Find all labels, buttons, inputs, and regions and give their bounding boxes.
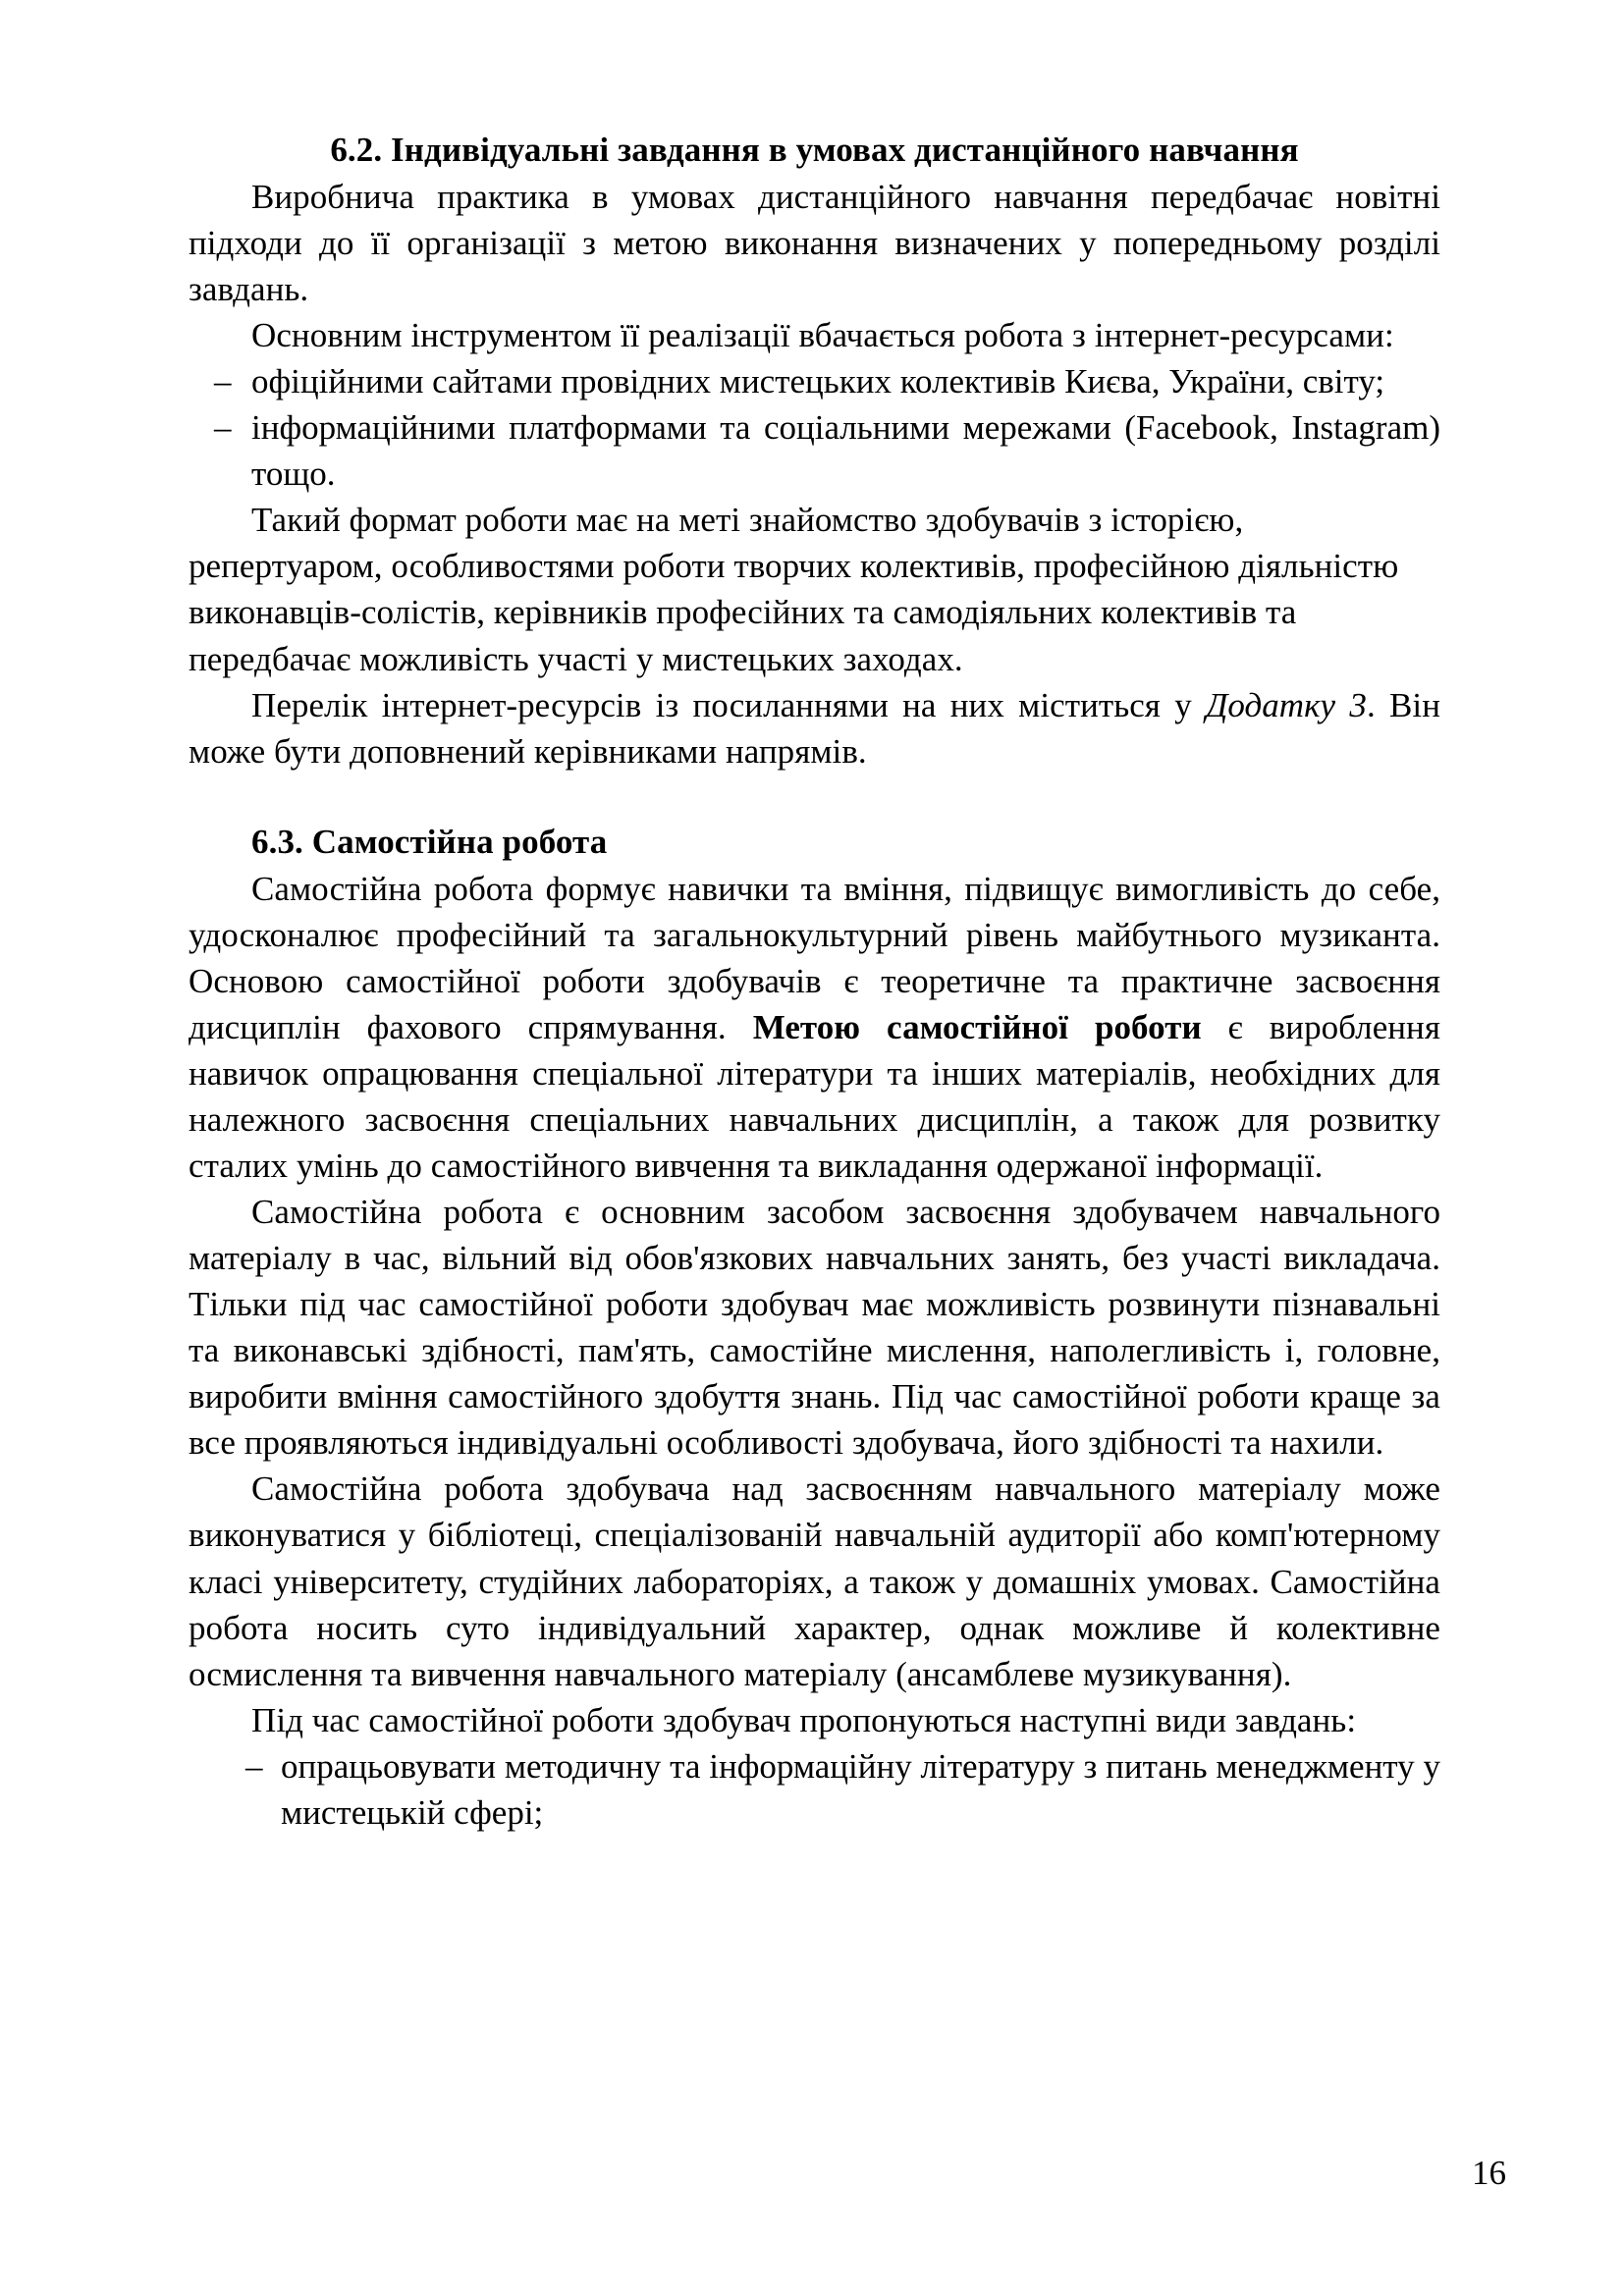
list-item <box>189 404 1440 497</box>
paragraph-6-3-means: Самостійна робота є основним засобом засвоєння здобувачем навчального матеріалу в час, вільний від обов'язкових навчальних занять, без участі викладача. Тільки під час самостійної роботи здобувач має можливість розвинути пізнавальні та виконавські здібності, пам'ять, самостійне мислення, наполегливість і, головне, виробити вміння самостійного здобуття знань. Під час самостійної роботи краще за все проявляються індивідуальні особливості здобувача, його здібності та нахили. <box>189 1193 1440 1463</box>
paragraph-6-3-tasks-intro: Під час самостійної роботи здобувач пропонуються наступні види завдань: <box>251 1700 1357 1739</box>
section-heading-6-3: 6.3. Самостійна робота <box>251 822 608 861</box>
page-number: 16 <box>1472 2154 1506 2192</box>
section-spacer <box>189 774 1440 820</box>
list-item <box>189 1743 1440 1836</box>
closing-text-before: Перелік інтернет-ресурсів із посиланнями на них міститься у <box>251 685 1207 724</box>
task-types-list <box>189 1743 1440 1836</box>
dash-bullet-icon: – <box>245 1746 263 1786</box>
purpose-emphasis: Метою самостійної роботи <box>752 1007 1202 1046</box>
list-item-label: інформаційними платформами та соціальними мережами (Facebook, Instagram) тощо. <box>251 408 1440 494</box>
closing-text-after: . Він може бути доповнений керівниками напрямів. <box>189 685 1440 771</box>
paragraph-6-3-location: Самостійна робота здобувача над засвоєнням навчального матеріалу може виконуватися у бібліотеці, спеціалізованій навчальній аудиторії або комп'ютерному класі університету, студійних лабораторіях, а також у домашніх умовах. Самостійна робота носить суто індивідуальний характер, однак можливе й колективне осмислення та вивчення навчального матеріалу (ансамблеве музикування). <box>189 1469 1440 1693</box>
purpose-text-before: Самостійна робота формує навички та вміння, підвищує вимогливість до себе, удосконалює професійний та загальнокультурний рівень майбутнього музиканта. Основою самостійної роботи здобувачів є теоретичне та практичне засвоєння дисциплін фахового спрямування. <box>189 869 1440 1046</box>
paragraph-6-3-purpose <box>189 866 1440 1189</box>
dash-bullet-icon: – <box>214 408 232 448</box>
list-item-label: офіційними сайтами провідних мистецьких колективів Києва, України, світу; <box>251 362 1385 401</box>
purpose-text-after: є вироблення навичок опрацювання спеціальної літератури та інших матеріалів, необхідних для належного засвоєння спеціальних навчальних дисциплін, а також для розвитку сталих умінь до самостійного вивчення та викладання одержаної інформації. <box>189 1007 1440 1185</box>
appendix-reference: Додатку 3 <box>1206 685 1367 724</box>
section-heading-6-2: 6.2. Індивідуальні завдання в умовах дистанційного навчання <box>330 131 1299 169</box>
list-item-label: опрацьовувати методичну та інформаційну літературу з питань менеджменту у мистецькій сфері; <box>281 1746 1440 1832</box>
paragraph-6-2-tools: Основним інструментом її реалізації вбачається робота з інтернет-ресурсами: <box>251 316 1394 355</box>
page-content <box>189 128 1440 1836</box>
internet-resources-list <box>189 358 1440 497</box>
paragraph-6-2-closing <box>189 682 1440 774</box>
paragraph-6-2-intro: Виробнича практика в умовах дистанційного навчання передбачає новітні підходи до її організації з метою виконання визначених у попередньому розділі завдань. <box>189 177 1440 309</box>
paragraph-6-2-format: Такий формат роботи має на меті знайомство здобувачів з історією, репертуаром, особливостями роботи творчих колективів, професійною діяльністю виконавців-солістів, керівників професійних та самодіяльних колективів та передбачає можливість участі у мистецьких заходах. <box>189 501 1399 678</box>
dash-bullet-icon: – <box>214 362 232 401</box>
list-item <box>189 358 1440 404</box>
